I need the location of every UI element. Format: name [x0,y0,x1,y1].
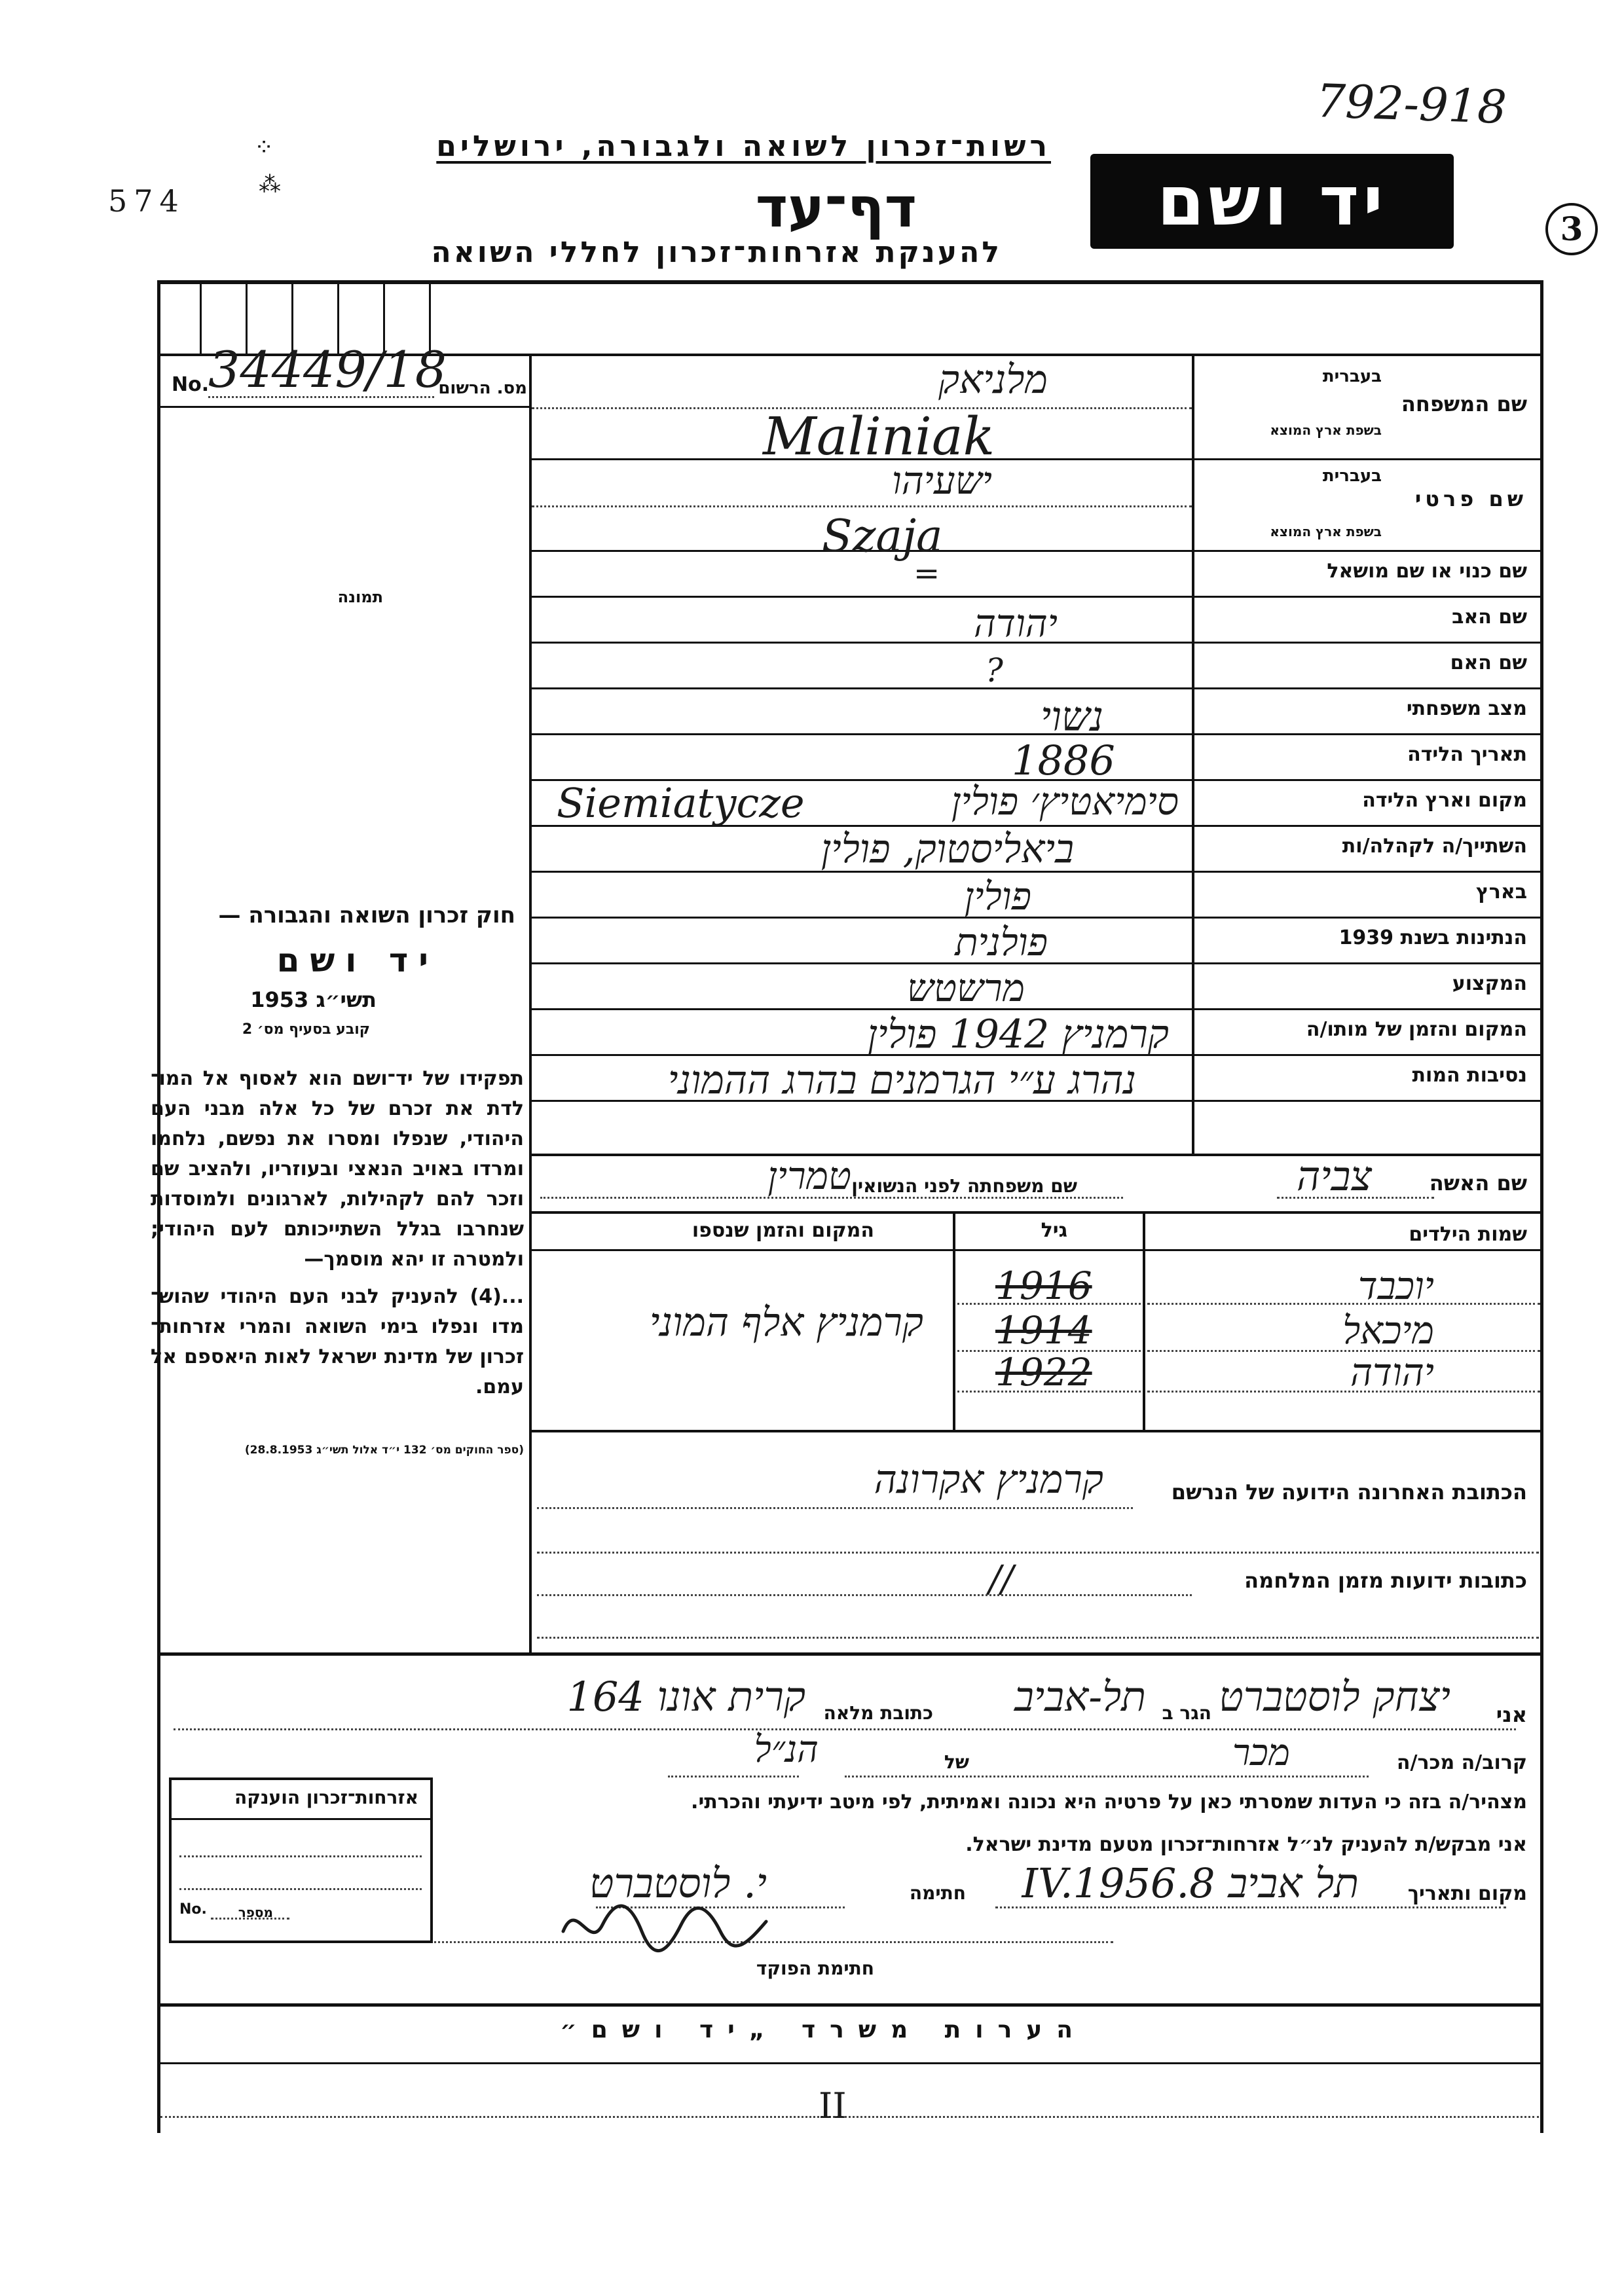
declarant-full-address-label: כתובת מלאה [823,1702,933,1724]
child-3-name: יהודה [1350,1350,1434,1394]
address-value: קרמניץ אקרונה [874,1457,1103,1503]
declaration-text: מצהיר/ה בזה כי העדות שמסרתי כאן על פרטיה היא נכונה ואמיתית, לפי מיטב ידיעתי והכרתי. [691,1791,1527,1813]
citizenship-label: הנתינות בשנת 1939 [1338,926,1527,949]
citizenship-box-number-label: מספר [238,1904,273,1920]
photo-label: תמונה [337,588,383,606]
children-death-value: קרמניץ אלף המוני [649,1300,923,1345]
children-death-header: המקום והזמן שנספו [692,1219,874,1242]
law-body: תפקידו של יד־ושם הוא לאסוף אל המו־ לדת את זכרם של כל אלה מבני העם היהודי, שנפלו ומסרו את נפשם, נלחמו ומרדו באויב הנאצי ובעוזריו, ולהציב שם וזכר להם לקהילות, לארגונים ולמוסדות שנחרבו בגלל השתייכותם לעם היהודי; ולמטרה זו יהא מוסמך— [151,1067,524,1271]
death-place-label: המקום והזמן של מותו/ה [1306,1018,1527,1041]
family-name-label: שם המשפחה [1401,392,1527,416]
ornament-glyph: ⁘ [254,134,274,161]
form-subtitle: להענקת אזרחות־זכרון לחללי השואה [431,236,1002,269]
father-label: שם האב [1452,606,1527,629]
family-name-orig-value: Maliniak [763,406,995,467]
child-3-age: 1922 [995,1350,1092,1394]
child-2-name: מיכאל [1342,1308,1434,1353]
law-year: תשי״ג 1953 [250,987,377,1012]
office-notes-mark: II [819,2085,847,2126]
declarant-signature: י. לוסטברט [589,1859,767,1907]
declarant-name: יצחק לוסטברט [1219,1673,1450,1721]
community-label: השתייך/ה לקהלה/ות [1342,835,1527,858]
signature-label: חתימה [909,1882,966,1904]
nickname-label: שם כנוי או שם מושאל [1327,560,1527,583]
side-number: 574 [108,183,185,219]
first-name-label: שם פרטי [1414,486,1527,511]
war-address-label: כתובות ידועות מזמן המלחמה [1244,1568,1527,1593]
registration-number: 34449/18 [208,340,447,399]
relation-value: מכר [1232,1732,1290,1774]
law-title: חוק זכרון השואה והגבורה — [218,902,515,928]
request-text: אני מבקש/ת להעניק לנ״ל אזרחות־זכרון מטעם מדינת ישראל. [965,1833,1527,1856]
wife-maiden-label: שם משפחתה לפני הנשואין [851,1175,1077,1197]
declarant-resident-label: הגר ב [1162,1702,1211,1724]
profession-value: מרשטש [906,966,1025,1010]
wife-value: צביה [1297,1152,1372,1200]
page-marker [1545,203,1598,255]
registration-no-prefix: No. [172,373,210,396]
wife-label: שם האשה [1429,1171,1527,1195]
officer-signature-label: חתימת הפוקד [756,1958,874,1979]
country-label: בארץ [1475,881,1527,903]
marital-label: מצב משפחתי [1406,697,1527,720]
relation-label: קרוב/ה מכר/ה [1396,1751,1527,1774]
declarant-ani: אני [1496,1702,1527,1727]
citizenship-box [169,1777,433,1943]
officer-signature [557,1886,779,1958]
authority-line: רשות־זכרון לשואה ולגבורה, ירושלים [436,130,1051,163]
mother-label: שם האם [1450,651,1527,674]
child-2-age: 1914 [995,1308,1092,1353]
death-place-value: קרמניץ 1942 פולין [867,1011,1169,1057]
child-1-name: יוכבד [1357,1264,1434,1308]
community-value: ביאליסטוק, פולין [821,826,1074,872]
death-cause-value: נהרג ע״י הגרמנים בהרג ההמוני [667,1057,1136,1103]
family-name-hebrew-value: מלניאק [938,357,1048,403]
law-clause: קובע בסעיף מס׳ 2 [242,1021,370,1038]
birth-place-orig-value: Siemiatycze [557,779,805,827]
form-title: דף־עד [755,175,917,240]
wife-maiden-value: טמרין [767,1154,851,1198]
yad-vashem-logo: יד ושם [1090,154,1454,249]
family-name-hebrew-sub: בעברית [1322,367,1382,386]
birth-place-hebrew-value: סימיאטיץ׳ פולין [951,779,1179,824]
profession-label: המקצוע [1452,972,1527,995]
citizenship-value: פולנית [955,920,1048,964]
father-value: יהודה [974,601,1058,646]
address-label: הכתובת האחרונה הידועה של הנרשם [1171,1480,1527,1504]
archive-number: 792-918 [1315,73,1508,135]
family-name-orig-sub: בשפת ארץ המוצא [1270,422,1382,438]
nickname-value: = [913,555,940,592]
office-notes-label: הערות משרד „יד ושם״ [560,2016,1087,2043]
birth-place-label: מקום וארץ הלידה [1362,789,1527,812]
birth-date-label: תאריך הלידה [1407,743,1527,766]
place-date-label: מקום ותאריך [1407,1882,1527,1905]
country-value: פולין [964,874,1031,919]
first-name-orig-value: Szaja [822,511,943,562]
marital-value: נשוי [1040,693,1103,740]
page-marker-number: 3 [1560,210,1583,248]
ornament-glyph: ⁂ [259,172,281,198]
registration-label: מס. הרשום [438,378,527,398]
law-name: יד ושם [276,941,439,979]
declarant-address: קרית אונו 164 [566,1673,805,1721]
of-label: של [944,1751,969,1773]
birth-date-value: 1886 [1012,737,1115,784]
first-name-orig-sub: בשפת ארץ המוצא [1270,524,1382,539]
first-name-hebrew-value: ישעיהו [891,458,992,503]
law-item-4: ...(4) להעניק לבני העם היהודי שהוש־ מדו ונפלו בימי השואה והמרי אזרחות־ זכרון של מדינת ישראל לאות היאספם אל עמם. [151,1285,524,1398]
first-name-hebrew-sub: בעברית [1322,466,1382,486]
death-cause-label: נסיבות המות [1412,1064,1527,1087]
children-names-header: שמות הילדים [1409,1223,1527,1246]
children-age-header: גיל [1041,1219,1067,1242]
child-1-age: 1916 [995,1264,1092,1308]
war-address-value: // [989,1558,1014,1601]
of-value: הנ״ל [754,1728,819,1771]
law-citation: (ספר החוקים מס׳ 132 י״ד אלול תשי״ג 28.8.1953) [244,1444,524,1457]
declarant-city: תל-אביב [1014,1673,1146,1721]
place-date-value: תל אביב 8.IV.1956 [1022,1859,1359,1907]
citizenship-box-title: אזרחות־זכרון הוענקה [234,1787,418,1808]
mother-value: ? [986,651,1003,689]
citizenship-box-no: No. [179,1901,207,1918]
